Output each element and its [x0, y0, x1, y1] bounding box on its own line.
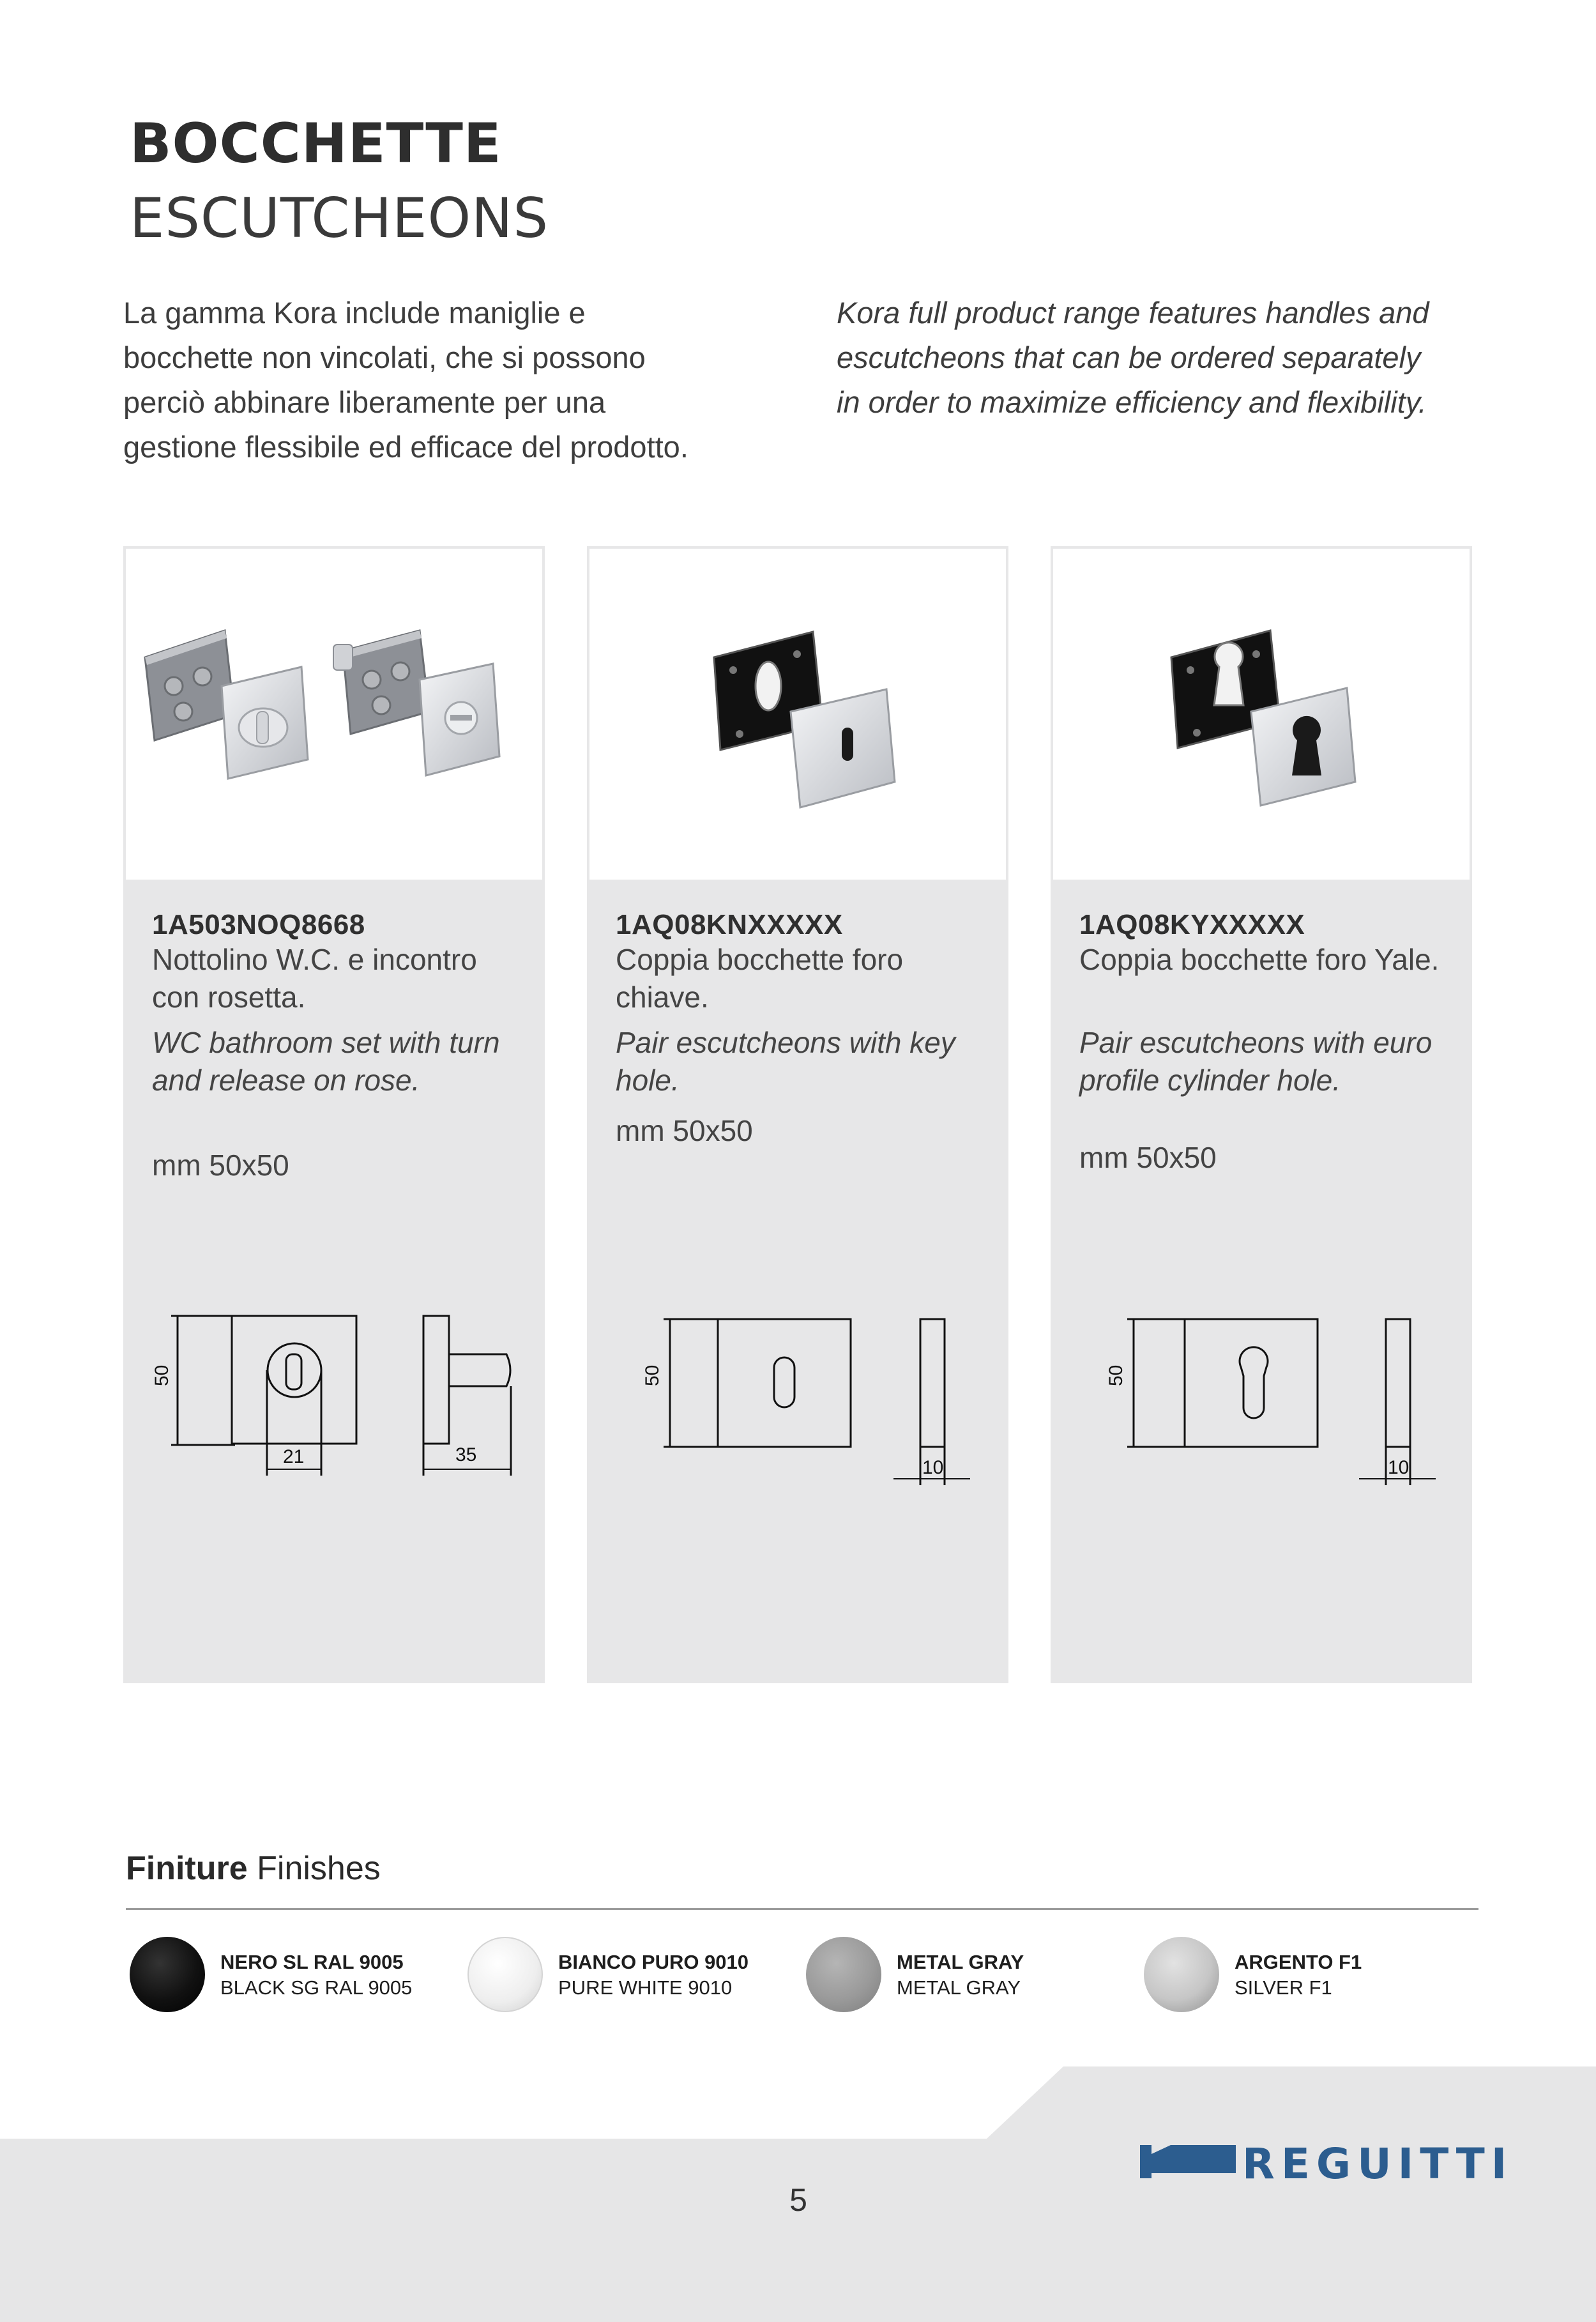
dim-depth: 10: [1388, 1457, 1410, 1478]
product-desc-it: Coppia bocchette foro Yale.: [1079, 943, 1440, 976]
intro-line: in order to maximize efficiency and flexibility.: [837, 385, 1427, 419]
technical-drawing: [587, 1294, 1008, 1478]
swatch-white: [467, 1937, 543, 2012]
intro-line: La gamma Kora include maniglie e: [123, 296, 586, 330]
intro-line: bocchette non vincolati, che si possono: [123, 340, 646, 374]
page-subtitle: ESCUTCHEONS: [130, 187, 549, 250]
dim-height: 50: [151, 1364, 172, 1386]
intro-line: Kora full product range features handles and: [837, 296, 1429, 330]
technical-drawing: [123, 1294, 545, 1467]
dim-hole: 21: [283, 1446, 305, 1467]
product-desc-en: Pair escutcheons with euro profile cylinder hole.: [1079, 1026, 1433, 1097]
product-photo: [589, 549, 1006, 880]
reguitti-logo: [1140, 2139, 1514, 2188]
product-desc-it: Coppia bocchette foro chiave.: [616, 943, 904, 1014]
product-size: mm 50x50: [1079, 1141, 1217, 1174]
finishes-divider: [126, 1908, 1478, 1910]
product-code: 1A503NOQ8668: [152, 909, 365, 940]
swatch-metal-gray: [806, 1937, 881, 2012]
swatch-silver: [1144, 1937, 1219, 2012]
product-card-wc: [123, 546, 545, 1683]
product-code: 1AQ08KNXXXXX: [616, 909, 843, 940]
product-card-yale: [1051, 546, 1472, 1683]
key-escutcheon-icon: [589, 549, 1006, 880]
finish-name-en: PURE WHITE 9010: [558, 1976, 733, 1999]
finish-name-it: NERO SL RAL 9005: [220, 1951, 404, 1973]
product-card-key: [587, 546, 1008, 1683]
product-photo: [1053, 549, 1470, 880]
intro-line: perciò abbinare liberamente per una: [123, 385, 606, 419]
intro-line: gestione flessibile ed efficace del prodotto.: [123, 430, 688, 464]
intro-english: [837, 291, 1507, 425]
finish-name-en: SILVER F1: [1235, 1976, 1332, 1999]
dim-height: 50: [1106, 1364, 1127, 1386]
product-desc-en: WC bathroom set with turn and release on rose.: [152, 1026, 500, 1097]
swatch-black: [130, 1937, 205, 2012]
product-size: mm 50x50: [152, 1149, 289, 1182]
product-code: 1AQ08KYXXXXX: [1079, 909, 1305, 940]
technical-drawing: [1051, 1294, 1472, 1478]
finishes-title-it: Finiture: [126, 1850, 248, 1887]
dim-height: 50: [642, 1364, 663, 1386]
finishes-title-en: Finishes: [257, 1850, 381, 1887]
finish-name-it: METAL GRAY: [897, 1951, 1024, 1973]
wc-set-icon: [126, 549, 542, 880]
intro-italian: [123, 291, 762, 470]
product-photo: [126, 549, 542, 880]
dim-depth: 10: [922, 1457, 944, 1478]
product-desc-en: Pair escutcheons with key hole.: [616, 1026, 955, 1097]
yale-escutcheon-icon: [1053, 549, 1470, 880]
product-size: mm 50x50: [616, 1114, 753, 1147]
svg-text:REGUITTI: REGUITTI: [1242, 2139, 1514, 2188]
finish-name-en: BLACK SG RAL 9005: [220, 1976, 413, 1999]
finish-name-it: ARGENTO F1: [1235, 1951, 1362, 1973]
page-number: 5: [789, 2182, 807, 2218]
finish-name-en: METAL GRAY: [897, 1976, 1021, 1999]
finish-name-it: BIANCO PURO 9010: [558, 1951, 749, 1973]
page-title: BOCCHETTE: [130, 112, 502, 176]
dim-depth: 35: [455, 1444, 477, 1465]
intro-line: escutcheons that can be ordered separately: [837, 340, 1421, 374]
finishes-title: [126, 1849, 381, 1888]
product-desc-it: Nottolino W.C. e incontro con rosetta.: [152, 943, 477, 1014]
